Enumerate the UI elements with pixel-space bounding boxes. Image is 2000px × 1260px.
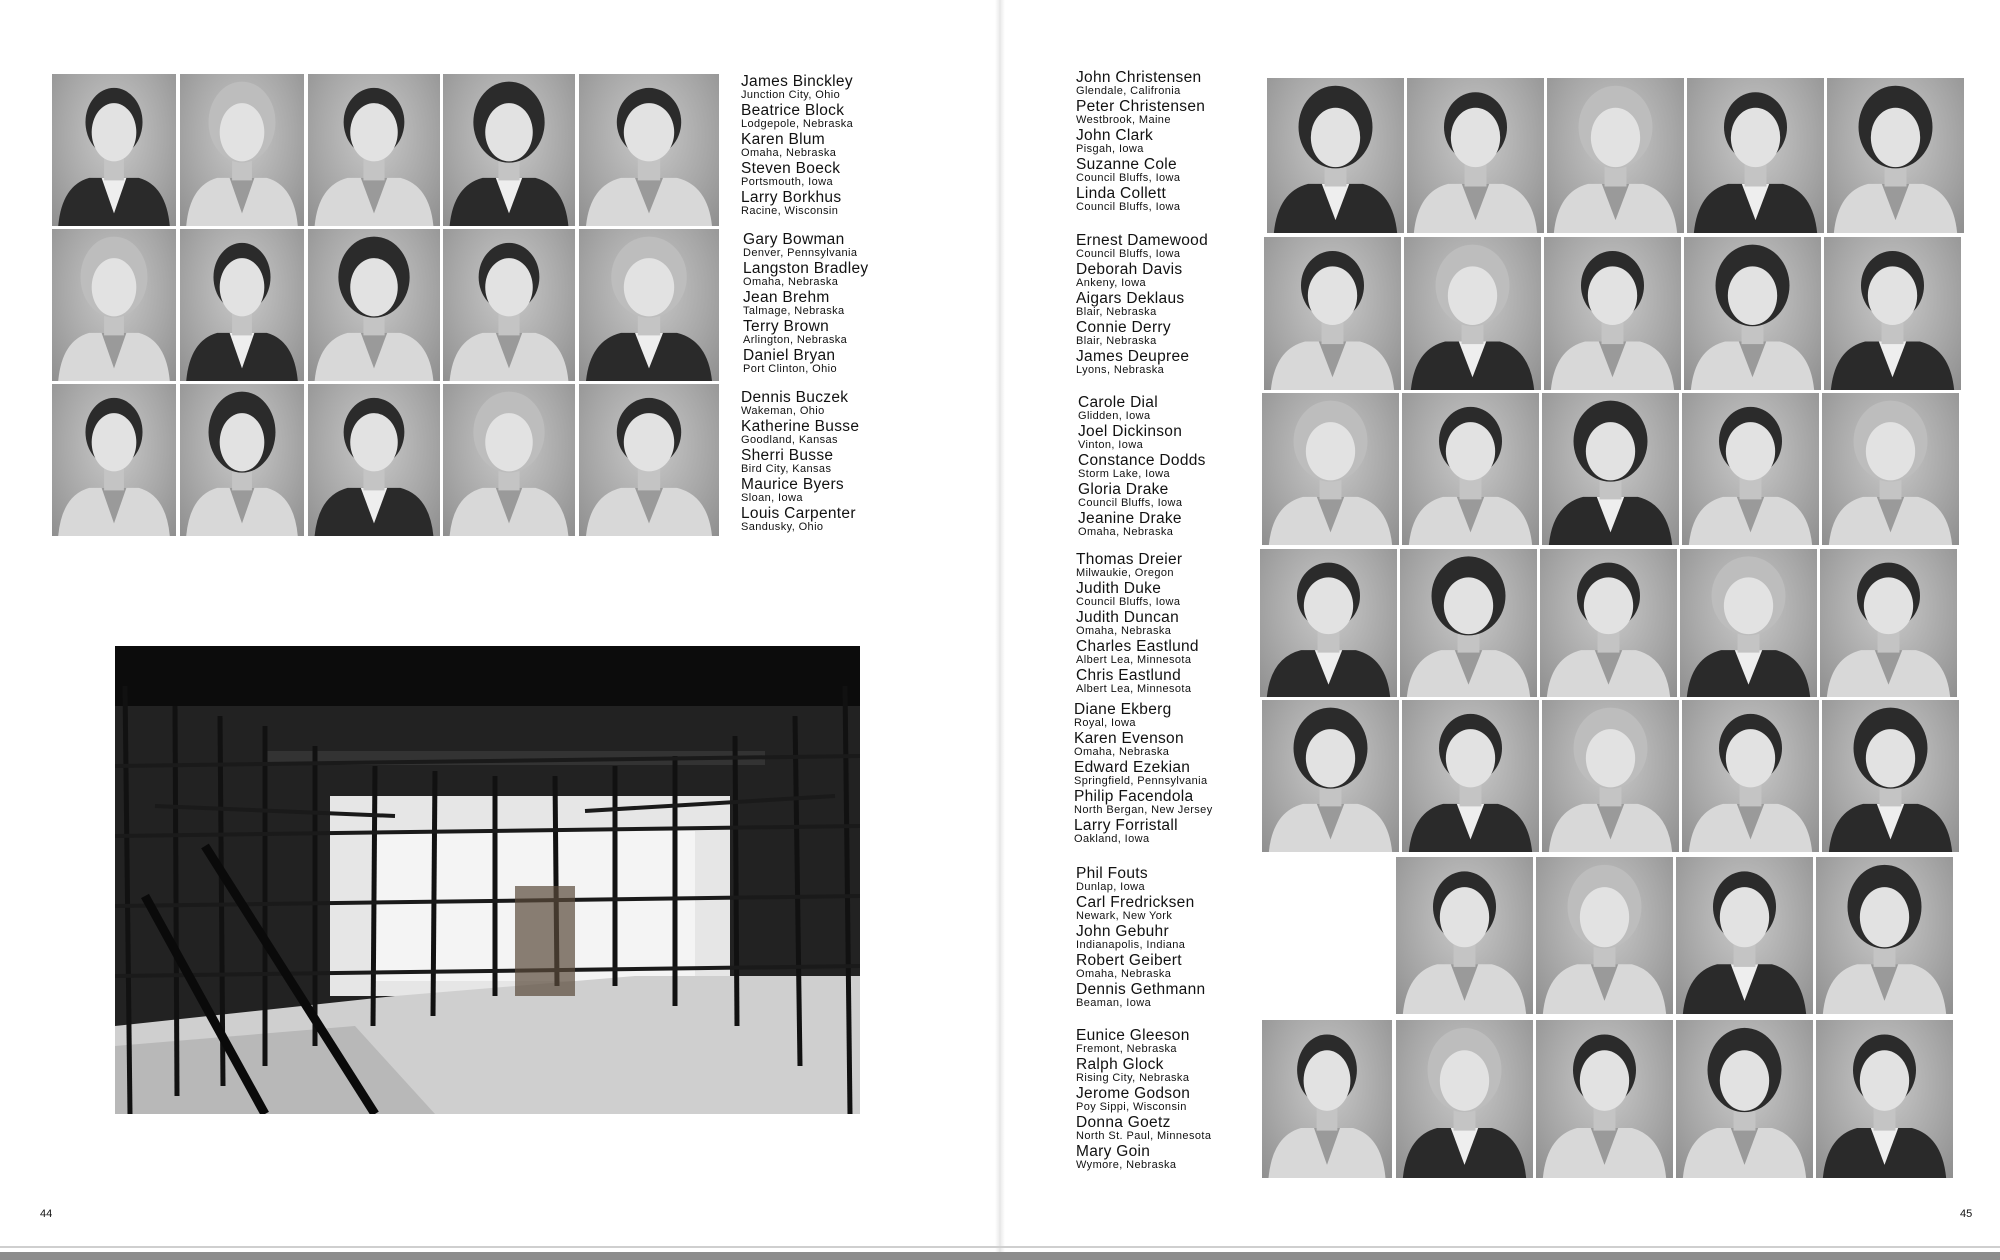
student-hometown: Albert Lea, Minnesota xyxy=(1076,654,1192,666)
portrait-silhouette xyxy=(1262,393,1399,545)
student-entry xyxy=(741,132,941,161)
student-entry xyxy=(1074,731,1274,760)
student-name: Gary Bowman xyxy=(743,231,845,248)
portrait-silhouette xyxy=(1400,549,1537,697)
student-entry xyxy=(1076,99,1276,128)
student-hometown: Indianapolis, Indiana xyxy=(1076,939,1186,951)
student-hometown: Omaha, Nebraska xyxy=(741,147,837,159)
student-name: Judith Duke xyxy=(1076,580,1162,597)
portrait-silhouette xyxy=(1396,857,1533,1014)
student-entry xyxy=(1076,1057,1276,1086)
student-entry xyxy=(741,448,941,477)
student-name: Gloria Drake xyxy=(1078,481,1169,498)
student-name: Eunice Gleeson xyxy=(1076,1027,1190,1044)
portrait-photo xyxy=(1260,549,1397,697)
student-hometown: Ankeny, Iowa xyxy=(1076,277,1147,289)
portrait-silhouette xyxy=(1820,549,1957,697)
student-entry xyxy=(1076,953,1276,982)
student-hometown: Storm Lake, Iowa xyxy=(1078,468,1170,480)
portrait-silhouette xyxy=(443,384,575,536)
portrait-photo xyxy=(1536,857,1673,1014)
portrait-silhouette xyxy=(579,74,719,226)
student-name: Sherri Busse xyxy=(741,447,834,464)
portrait-photo xyxy=(180,384,304,536)
name-block xyxy=(1076,866,1276,1011)
student-entry xyxy=(1076,1086,1276,1115)
student-entry xyxy=(1076,233,1276,262)
portrait-silhouette xyxy=(1407,78,1544,233)
student-entry xyxy=(1076,186,1276,215)
portrait-silhouette xyxy=(1260,549,1397,697)
student-name: Philip Facendola xyxy=(1074,788,1194,805)
portrait-silhouette xyxy=(1402,393,1539,545)
student-entry xyxy=(1076,291,1276,320)
portrait-photo xyxy=(443,384,575,536)
student-name: Linda Collett xyxy=(1076,185,1167,202)
student-name: Deborah Davis xyxy=(1076,261,1183,278)
student-entry xyxy=(743,319,943,348)
student-entry xyxy=(1078,482,1278,511)
student-entry xyxy=(741,161,941,190)
student-hometown: Council Bluffs, Iowa xyxy=(1076,172,1181,184)
portrait-silhouette xyxy=(1542,393,1679,545)
page-edge-line xyxy=(0,1246,2000,1248)
portrait-silhouette xyxy=(443,229,575,381)
student-name: Langston Bradley xyxy=(743,260,869,277)
portrait-silhouette xyxy=(180,74,304,226)
student-hometown: Denver, Pennsylvania xyxy=(743,247,858,259)
name-block xyxy=(1076,552,1276,697)
student-hometown: Newark, New York xyxy=(1076,910,1173,922)
student-name: Ernest Damewood xyxy=(1076,232,1209,249)
portrait-silhouette xyxy=(1262,700,1399,852)
student-name: Karen Evenson xyxy=(1074,730,1184,747)
portrait-silhouette xyxy=(1547,78,1684,233)
student-name: Donna Goetz xyxy=(1076,1114,1171,1131)
portrait-photo xyxy=(1822,700,1959,852)
portrait-photo xyxy=(1680,549,1817,697)
student-name: Steven Boeck xyxy=(741,160,841,177)
student-hometown: North St. Paul, Minnesota xyxy=(1076,1130,1212,1142)
student-entry xyxy=(1076,639,1276,668)
student-name: Aigars Deklaus xyxy=(1076,290,1185,307)
portrait-photo xyxy=(1267,78,1404,233)
portrait-photo xyxy=(579,229,719,381)
portrait-silhouette xyxy=(1824,237,1961,390)
student-name: Carole Dial xyxy=(1078,394,1158,411)
student-entry xyxy=(1076,128,1276,157)
student-entry xyxy=(1078,395,1278,424)
portrait-silhouette xyxy=(1404,237,1541,390)
student-hometown: Junction City, Ohio xyxy=(741,89,841,101)
student-hometown: Royal, Iowa xyxy=(1074,717,1136,729)
student-hometown: Council Bluffs, Iowa xyxy=(1078,497,1183,509)
portrait-photo xyxy=(1544,237,1681,390)
student-hometown: Glendale, Califronia xyxy=(1076,85,1181,97)
student-hometown: Oakland, Iowa xyxy=(1074,833,1150,845)
student-hometown: Milwaukie, Oregon xyxy=(1076,567,1174,579)
portrait-photo xyxy=(308,384,440,536)
student-hometown: Omaha, Nebraska xyxy=(743,276,839,288)
student-entry xyxy=(743,348,943,377)
portrait-photo xyxy=(1262,393,1399,545)
portrait-photo xyxy=(1542,393,1679,545)
name-block xyxy=(741,74,941,219)
page-number: 44 xyxy=(40,1208,53,1220)
portrait-photo xyxy=(1262,700,1399,852)
page-gutter xyxy=(995,0,1005,1260)
student-hometown: Dunlap, Iowa xyxy=(1076,881,1146,893)
student-name: Chris Eastlund xyxy=(1076,667,1181,684)
student-hometown: Council Bluffs, Iowa xyxy=(1076,596,1181,608)
student-entry xyxy=(1076,320,1276,349)
portrait-photo xyxy=(1262,1020,1392,1178)
student-entry xyxy=(1078,511,1278,540)
student-name: Maurice Byers xyxy=(741,476,844,493)
student-entry xyxy=(741,419,941,448)
student-hometown: Fremont, Nebraska xyxy=(1076,1043,1177,1055)
portrait-photo xyxy=(52,74,176,226)
portrait-silhouette xyxy=(308,74,440,226)
portrait-silhouette xyxy=(1822,700,1959,852)
student-entry xyxy=(1076,895,1276,924)
student-hometown: Sloan, Iowa xyxy=(741,492,803,504)
student-entry xyxy=(1074,760,1274,789)
portrait-photo xyxy=(1402,393,1539,545)
portrait-silhouette xyxy=(180,384,304,536)
portrait-photo xyxy=(1407,78,1544,233)
portrait-photo xyxy=(1676,1020,1813,1178)
portrait-silhouette xyxy=(1682,393,1819,545)
student-hometown: Blair, Nebraska xyxy=(1076,306,1157,318)
portrait-photo xyxy=(180,229,304,381)
portrait-photo xyxy=(1547,78,1684,233)
portrait-silhouette xyxy=(579,229,719,381)
portrait-silhouette xyxy=(1676,1020,1813,1178)
portrait-silhouette xyxy=(1682,700,1819,852)
student-name: Larry Forristall xyxy=(1074,817,1178,834)
portrait-silhouette xyxy=(1542,700,1679,852)
student-entry xyxy=(1076,157,1276,186)
student-entry xyxy=(1076,70,1276,99)
student-name: Constance Dodds xyxy=(1078,452,1206,469)
student-hometown: Arlington, Nebraska xyxy=(743,334,848,346)
portrait-silhouette xyxy=(52,229,176,381)
student-name: Connie Derry xyxy=(1076,319,1171,336)
student-name: Karen Blum xyxy=(741,131,825,148)
student-name: Thomas Dreier xyxy=(1076,551,1183,568)
student-hometown: Blair, Nebraska xyxy=(1076,335,1157,347)
portrait-silhouette xyxy=(1264,237,1401,390)
student-name: Phil Fouts xyxy=(1076,865,1148,882)
student-name: Jerome Godson xyxy=(1076,1085,1191,1102)
student-hometown: Wakeman, Ohio xyxy=(741,405,825,417)
student-entry xyxy=(1076,552,1276,581)
portrait-photo xyxy=(180,74,304,226)
portrait-photo xyxy=(1816,857,1953,1014)
name-block xyxy=(743,232,943,377)
portrait-silhouette xyxy=(1267,78,1404,233)
construction-photo xyxy=(115,646,860,1114)
student-hometown: Council Bluffs, Iowa xyxy=(1076,248,1181,260)
student-entry xyxy=(743,261,943,290)
student-name: Peter Christensen xyxy=(1076,98,1206,115)
student-entry xyxy=(741,74,941,103)
portrait-silhouette xyxy=(52,74,176,226)
student-entry xyxy=(1074,818,1274,847)
student-entry xyxy=(1076,924,1276,953)
student-name: Mary Goin xyxy=(1076,1143,1151,1160)
portrait-silhouette xyxy=(180,229,304,381)
student-hometown: Sandusky, Ohio xyxy=(741,521,824,533)
student-name: Jeanine Drake xyxy=(1078,510,1182,527)
student-name: Robert Geibert xyxy=(1076,952,1182,969)
portrait-photo xyxy=(1676,857,1813,1014)
student-entry xyxy=(743,232,943,261)
student-entry xyxy=(1076,262,1276,291)
student-hometown: Omaha, Nebraska xyxy=(1076,625,1172,637)
name-block xyxy=(1076,70,1276,215)
portrait-photo xyxy=(1402,700,1539,852)
portrait-silhouette xyxy=(1816,857,1953,1014)
name-block xyxy=(741,390,941,535)
portrait-photo xyxy=(1684,237,1821,390)
student-entry xyxy=(1076,581,1276,610)
page-number: 45 xyxy=(1960,1208,1973,1220)
student-hometown: Omaha, Nebraska xyxy=(1078,526,1174,538)
portrait-photo xyxy=(1396,1020,1533,1178)
portrait-silhouette xyxy=(1684,237,1821,390)
student-entry xyxy=(1076,1115,1276,1144)
student-entry xyxy=(1076,1028,1276,1057)
portrait-photo xyxy=(1264,237,1401,390)
student-name: John Clark xyxy=(1076,127,1154,144)
portrait-photo xyxy=(52,384,176,536)
portrait-photo xyxy=(443,74,575,226)
student-hometown: Vinton, Iowa xyxy=(1078,439,1144,451)
student-name: Joel Dickinson xyxy=(1078,423,1183,440)
student-name: Larry Borkhus xyxy=(741,189,842,206)
student-hometown: Talmage, Nebraska xyxy=(743,305,845,317)
student-entry xyxy=(1078,424,1278,453)
portrait-photo xyxy=(1820,549,1957,697)
student-hometown: Poy Sippi, Wisconsin xyxy=(1076,1101,1187,1113)
student-name: Diane Ekberg xyxy=(1074,701,1172,718)
portrait-silhouette xyxy=(1816,1020,1953,1178)
portrait-photo xyxy=(1400,549,1537,697)
student-hometown: Wymore, Nebraska xyxy=(1076,1159,1177,1171)
portrait-silhouette xyxy=(308,384,440,536)
student-name: Daniel Bryan xyxy=(743,347,836,364)
student-hometown: Council Bluffs, Iowa xyxy=(1076,201,1181,213)
portrait-silhouette xyxy=(308,229,440,381)
student-hometown: Bird City, Kansas xyxy=(741,463,832,475)
student-name: Dennis Gethmann xyxy=(1076,981,1206,998)
student-hometown: Lyons, Nebraska xyxy=(1076,364,1165,376)
portrait-photo xyxy=(1682,700,1819,852)
portrait-photo xyxy=(1682,393,1819,545)
portrait-photo xyxy=(1822,393,1959,545)
portrait-silhouette xyxy=(1544,237,1681,390)
portrait-photo xyxy=(579,74,719,226)
student-name: James Deupree xyxy=(1076,348,1190,365)
portrait-silhouette xyxy=(579,384,719,536)
student-entry xyxy=(741,506,941,535)
student-hometown: Rising City, Nebraska xyxy=(1076,1072,1190,1084)
student-entry xyxy=(741,390,941,419)
portrait-silhouette xyxy=(443,74,575,226)
student-name: Judith Duncan xyxy=(1076,609,1179,626)
portrait-photo xyxy=(1396,857,1533,1014)
portrait-silhouette xyxy=(1262,1020,1392,1178)
portrait-silhouette xyxy=(1827,78,1964,233)
portrait-photo xyxy=(308,229,440,381)
student-name: Carl Fredricksen xyxy=(1076,894,1195,911)
portrait-photo xyxy=(1542,700,1679,852)
portrait-silhouette xyxy=(1540,549,1677,697)
student-entry xyxy=(741,190,941,219)
portrait-silhouette xyxy=(1536,1020,1673,1178)
student-entry xyxy=(1076,866,1276,895)
name-block xyxy=(1076,233,1276,378)
student-name: Louis Carpenter xyxy=(741,505,856,522)
student-hometown: Glidden, Iowa xyxy=(1078,410,1151,422)
portrait-silhouette xyxy=(1822,393,1959,545)
portrait-photo xyxy=(1536,1020,1673,1178)
portrait-photo xyxy=(52,229,176,381)
portrait-photo xyxy=(1687,78,1824,233)
page-bottom-edge xyxy=(0,1252,2000,1260)
portrait-photo xyxy=(1540,549,1677,697)
student-hometown: Lodgepole, Nebraska xyxy=(741,118,854,130)
student-hometown: Omaha, Nebraska xyxy=(1076,968,1172,980)
portrait-silhouette xyxy=(1687,78,1824,233)
student-hometown: Port Clinton, Ohio xyxy=(743,363,838,375)
student-entry xyxy=(1076,668,1276,697)
student-name: Jean Brehm xyxy=(743,289,830,306)
student-name: Terry Brown xyxy=(743,318,829,335)
student-entry xyxy=(1076,349,1276,378)
portrait-photo xyxy=(1404,237,1541,390)
student-entry xyxy=(1074,789,1274,818)
portrait-photo xyxy=(1827,78,1964,233)
portrait-photo xyxy=(579,384,719,536)
student-hometown: Albert Lea, Minnesota xyxy=(1076,683,1192,695)
name-block xyxy=(1076,1028,1276,1173)
student-hometown: Springfield, Pennsylvania xyxy=(1074,775,1208,787)
student-entry xyxy=(1074,702,1274,731)
portrait-silhouette xyxy=(1402,700,1539,852)
student-entry xyxy=(1076,610,1276,639)
student-entry xyxy=(1076,982,1276,1011)
student-entry xyxy=(741,477,941,506)
student-hometown: Beaman, Iowa xyxy=(1076,997,1152,1009)
student-name: Beatrice Block xyxy=(741,102,845,119)
student-name: Suzanne Cole xyxy=(1076,156,1177,173)
student-name: Katherine Busse xyxy=(741,418,860,435)
student-entry xyxy=(741,103,941,132)
student-hometown: Goodland, Kansas xyxy=(741,434,838,446)
student-name: John Gebuhr xyxy=(1076,923,1169,940)
portrait-silhouette xyxy=(1536,857,1673,1014)
student-name: James Binckley xyxy=(741,73,853,90)
student-entry xyxy=(743,290,943,319)
student-name: Ralph Glock xyxy=(1076,1056,1164,1073)
student-hometown: Westbrook, Maine xyxy=(1076,114,1171,126)
student-hometown: Pisgah, Iowa xyxy=(1076,143,1144,155)
student-name: Edward Ezekian xyxy=(1074,759,1191,776)
name-block xyxy=(1074,702,1274,847)
student-name: Charles Eastlund xyxy=(1076,638,1199,655)
student-name: Dennis Buczek xyxy=(741,389,849,406)
student-name: John Christensen xyxy=(1076,69,1202,86)
portrait-silhouette xyxy=(1396,1020,1533,1178)
portrait-photo xyxy=(1816,1020,1953,1178)
student-hometown: Omaha, Nebraska xyxy=(1074,746,1170,758)
construction-scaffolding-graphic xyxy=(115,646,860,1114)
portrait-photo xyxy=(308,74,440,226)
portrait-photo xyxy=(1824,237,1961,390)
portrait-silhouette xyxy=(52,384,176,536)
student-entry xyxy=(1078,453,1278,482)
student-hometown: Portsmouth, Iowa xyxy=(741,176,833,188)
student-hometown: North Bergan, New Jersey xyxy=(1074,804,1213,816)
portrait-silhouette xyxy=(1676,857,1813,1014)
student-hometown: Racine, Wisconsin xyxy=(741,205,839,217)
name-block xyxy=(1078,395,1278,540)
student-entry xyxy=(1076,1144,1276,1173)
portrait-photo xyxy=(443,229,575,381)
portrait-silhouette xyxy=(1680,549,1817,697)
